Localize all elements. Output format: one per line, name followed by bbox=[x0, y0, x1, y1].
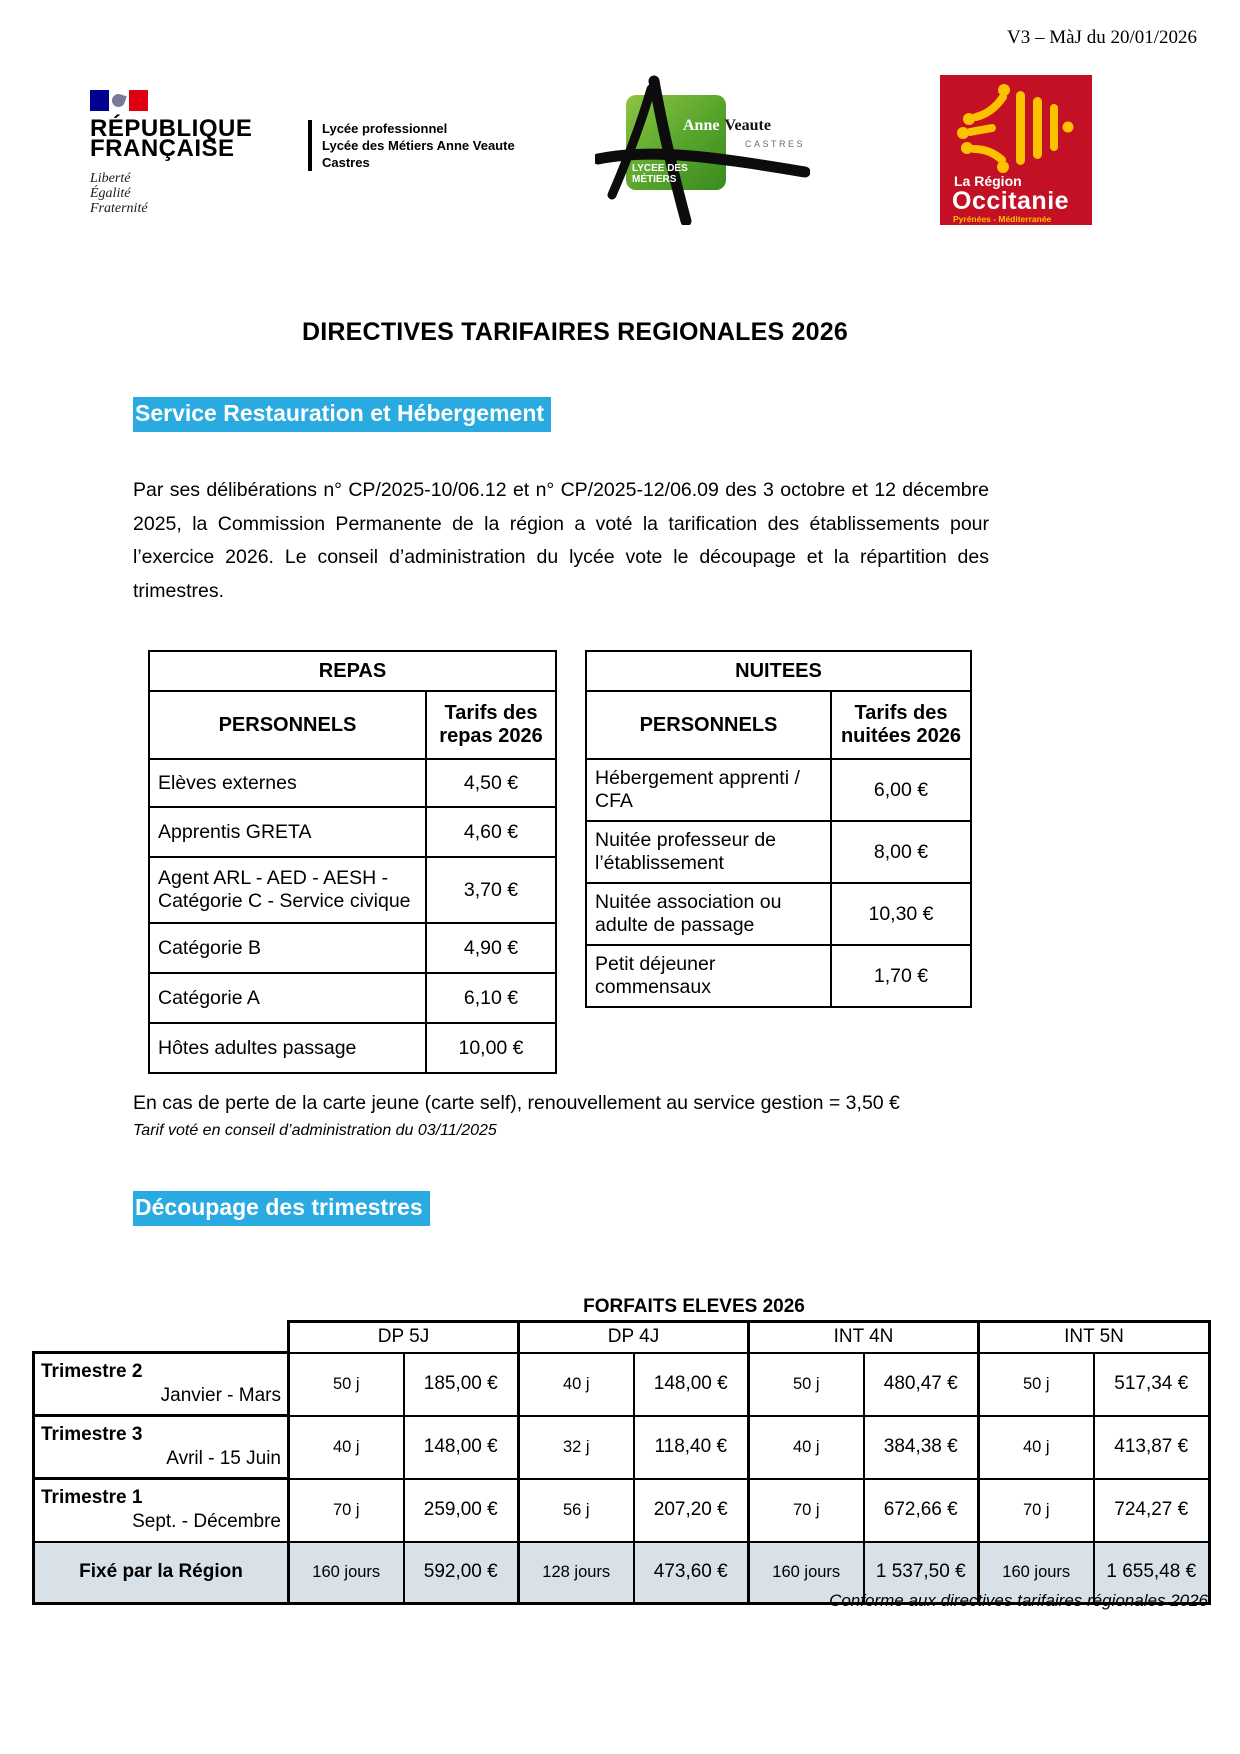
table-row bbox=[149, 857, 556, 923]
forfaits-cell-days: 40 j bbox=[749, 1416, 864, 1479]
nuitees-row-price: 10,30 € bbox=[831, 883, 971, 945]
forfaits-cell-price: 1 655,48 € bbox=[1094, 1542, 1210, 1604]
nuitees-row-label: Hébergement apprenti / CFA bbox=[586, 759, 831, 821]
forfaits-cell-days: 50 j bbox=[979, 1353, 1094, 1416]
repas-col-personnels: PERSONNELS bbox=[149, 691, 426, 759]
forfaits-table-title: FORFAITS ELEVES 2026 bbox=[583, 1296, 805, 1317]
repas-row-price: 3,70 € bbox=[426, 857, 556, 923]
forfaits-cell-days: 160 jours bbox=[749, 1542, 864, 1604]
repas-table bbox=[148, 650, 557, 1074]
table-row bbox=[149, 923, 556, 973]
nuitees-row-price: 8,00 € bbox=[831, 821, 971, 883]
forfaits-cell-price: 480,47 € bbox=[864, 1353, 979, 1416]
forfaits-cell-price: 384,38 € bbox=[864, 1416, 979, 1479]
repas-row-label: Agent ARL - AED - AESH - Catégorie C - Service civique bbox=[149, 857, 426, 923]
table-row bbox=[149, 759, 556, 807]
forfaits-cell-days: 70 j bbox=[289, 1479, 404, 1542]
occitanie-logo bbox=[940, 75, 1092, 225]
forfaits-cell-price: 1 537,50 € bbox=[864, 1542, 979, 1604]
occitanie-subtitle: Pyrénées - Méditerranée bbox=[953, 214, 1052, 224]
repas-table-title: REPAS bbox=[149, 651, 556, 691]
card-loss-note: En cas de perte de la carte jeune (carte self), renouvellement au service gestion = 3,50 € bbox=[133, 1092, 900, 1114]
table-row bbox=[149, 807, 556, 857]
anne-veaute-city: CASTRES bbox=[745, 139, 806, 149]
repas-row-label: Catégorie A bbox=[149, 973, 426, 1023]
table-row bbox=[149, 973, 556, 1023]
brush-a-icon bbox=[595, 75, 810, 225]
forfaits-cell-days: 128 jours bbox=[519, 1542, 634, 1604]
table-row bbox=[34, 1353, 1210, 1416]
forfaits-cell-price: 148,00 € bbox=[634, 1353, 749, 1416]
forfaits-cell-price: 118,40 € bbox=[634, 1416, 749, 1479]
occitanie-name: Occitanie bbox=[952, 187, 1070, 215]
conformity-footer-note: Conforme aux directives tarifaires régionales 2026 bbox=[829, 1591, 1208, 1610]
forfaits-cell-price: 207,20 € bbox=[634, 1479, 749, 1542]
forfaits-table bbox=[32, 1320, 1211, 1605]
forfaits-cell-price: 413,87 € bbox=[1094, 1416, 1210, 1479]
republique-motto: Liberté Égalité Fraternité bbox=[90, 171, 148, 216]
forfaits-cell-price: 185,00 € bbox=[404, 1353, 519, 1416]
lycee-des-metiers-badge: LYCEE DES MÉTIERS bbox=[632, 163, 688, 185]
repas-row-price: 4,90 € bbox=[426, 923, 556, 973]
forfaits-cell-days: 50 j bbox=[289, 1353, 404, 1416]
anne-veaute-logo bbox=[595, 75, 810, 225]
repas-row-label: Apprentis GRETA bbox=[149, 807, 426, 857]
forfaits-cell-price: 592,00 € bbox=[404, 1542, 519, 1604]
forfaits-row-label: Trimestre 3 Avril - 15 Juin bbox=[34, 1416, 289, 1479]
forfaits-cell-days: 40 j bbox=[289, 1416, 404, 1479]
occitanie-la-region: La Région bbox=[954, 173, 1022, 189]
forfaits-cell-days: 56 j bbox=[519, 1479, 634, 1542]
nuitees-row-label: Nuitée professeur de l’établissement bbox=[586, 821, 831, 883]
france-flag-icon bbox=[90, 90, 148, 111]
nuitees-row-label: Petit déjeuner commensaux bbox=[586, 945, 831, 1007]
forfaits-row-label: Fixé par la Région bbox=[34, 1542, 289, 1604]
forfaits-cell-price: 473,60 € bbox=[634, 1542, 749, 1604]
nuitees-col-personnels: PERSONNELS bbox=[586, 691, 831, 759]
nuitees-row-label: Nuitée association ou adulte de passage bbox=[586, 883, 831, 945]
table-row bbox=[586, 821, 971, 883]
repas-row-label: Elèves externes bbox=[149, 759, 426, 807]
forfaits-cell-days: 70 j bbox=[749, 1479, 864, 1542]
forfaits-col-dp4j: DP 4J bbox=[519, 1322, 749, 1353]
table-row bbox=[586, 759, 971, 821]
forfaits-cell-days: 160 jours bbox=[979, 1542, 1094, 1604]
table-row bbox=[34, 1479, 1210, 1542]
nuitees-table bbox=[585, 650, 972, 1008]
intro-paragraph: Par ses délibérations n° CP/2025-10/06.12 et n° CP/2025-12/06.09 des 3 octobre et 12 décembre 2025, la Commission Permanente de la région a voté la tarification des établissements pour l’exercice 2026. Le conseil d’administration du lycée vote le découpage et la répartition des trimestres. bbox=[133, 479, 989, 602]
table-row bbox=[149, 1023, 556, 1073]
forfaits-cell-price: 724,27 € bbox=[1094, 1479, 1210, 1542]
repas-row-price: 4,60 € bbox=[426, 807, 556, 857]
card-loss-subnote: Tarif voté en conseil d’administration du 03/11/2025 bbox=[133, 1122, 497, 1139]
repas-row-price: 10,00 € bbox=[426, 1023, 556, 1073]
nuitees-col-tarifs: Tarifs des nuitées 2026 bbox=[831, 691, 971, 759]
forfaits-cell-price: 259,00 € bbox=[404, 1479, 519, 1542]
page-title: DIRECTIVES TARIFAIRES REGIONALES 2026 bbox=[302, 318, 848, 346]
forfaits-row-label: Trimestre 1 Sept. - Décembre bbox=[34, 1479, 289, 1542]
nuitees-row-price: 6,00 € bbox=[831, 759, 971, 821]
forfaits-col-int5n: INT 5N bbox=[979, 1322, 1210, 1353]
forfaits-col-int4n: INT 4N bbox=[749, 1322, 979, 1353]
lycee-title-block: Lycée professionnel Lycée des Métiers Anne Veaute Castres bbox=[308, 120, 515, 171]
forfaits-cell-days: 40 j bbox=[519, 1353, 634, 1416]
table-row bbox=[586, 945, 971, 1007]
republique-title: RÉPUBLIQUE FRANÇAISE bbox=[90, 115, 253, 162]
forfaits-cell-days: 160 jours bbox=[289, 1542, 404, 1604]
forfaits-cell-price: 672,66 € bbox=[864, 1479, 979, 1542]
version-note: V3 – MàJ du 20/01/2026 bbox=[1007, 27, 1197, 48]
nuitees-row-price: 1,70 € bbox=[831, 945, 971, 1007]
forfaits-empty-corner bbox=[34, 1322, 289, 1353]
repas-row-label: Hôtes adultes passage bbox=[149, 1023, 426, 1073]
nuitees-table-title: NUITEES bbox=[586, 651, 971, 691]
repas-row-price: 4,50 € bbox=[426, 759, 556, 807]
forfaits-cell-days: 50 j bbox=[749, 1353, 864, 1416]
republique-francaise-logo bbox=[90, 90, 280, 216]
table-row bbox=[34, 1416, 1210, 1479]
forfaits-col-dp5j: DP 5J bbox=[289, 1322, 519, 1353]
forfaits-cell-price: 517,34 € bbox=[1094, 1353, 1210, 1416]
forfaits-row-label: Trimestre 2 Janvier - Mars bbox=[34, 1353, 289, 1416]
repas-row-price: 6,10 € bbox=[426, 973, 556, 1023]
section-heading-restauration: Service Restauration et Hébergement bbox=[133, 397, 551, 432]
repas-col-tarifs: Tarifs des repas 2026 bbox=[426, 691, 556, 759]
forfaits-cell-days: 40 j bbox=[979, 1416, 1094, 1479]
table-row bbox=[586, 883, 971, 945]
forfaits-cell-days: 70 j bbox=[979, 1479, 1094, 1542]
section-heading-decoupage: Découpage des trimestres bbox=[133, 1191, 430, 1226]
repas-row-label: Catégorie B bbox=[149, 923, 426, 973]
forfaits-cell-price: 148,00 € bbox=[404, 1416, 519, 1479]
forfaits-cell-days: 32 j bbox=[519, 1416, 634, 1479]
anne-veaute-name: Anne Veaute bbox=[683, 117, 771, 134]
